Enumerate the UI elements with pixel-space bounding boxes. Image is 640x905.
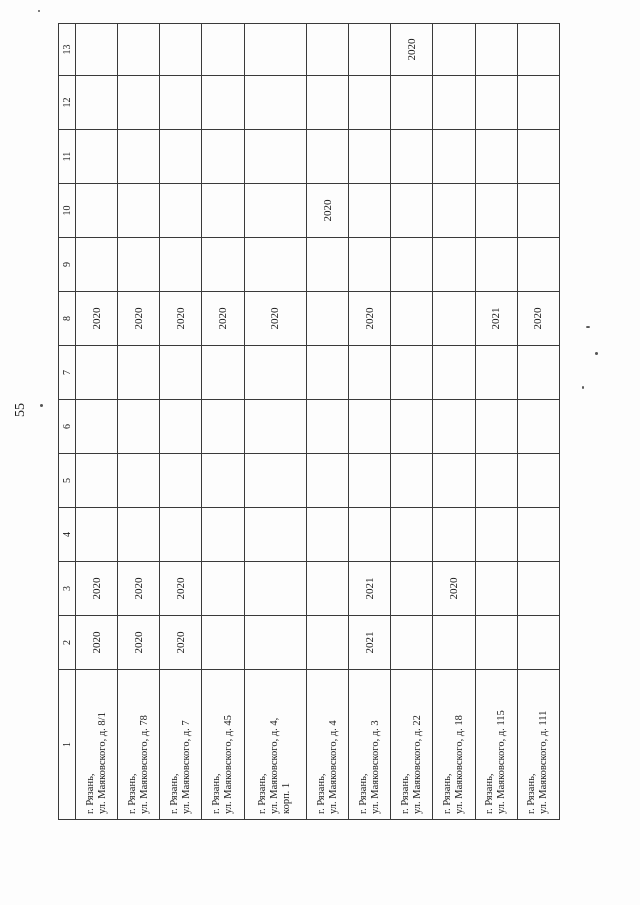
- address-line: ул. Маяковского, д. 7: [180, 720, 192, 814]
- year-cell: [391, 130, 433, 184]
- year-cell: [517, 346, 559, 400]
- year-cell: [517, 508, 559, 562]
- year-cell: 2020: [244, 292, 306, 346]
- table-row: [349, 24, 391, 820]
- year-cell: [517, 130, 559, 184]
- year-cell: 2021: [475, 292, 517, 346]
- year-cell: [118, 130, 160, 184]
- column-header-3: 3: [59, 562, 76, 616]
- year-cell: [391, 508, 433, 562]
- year-cell: [202, 400, 244, 454]
- address-line: г. Рязань,: [257, 773, 269, 814]
- year-cell: [307, 400, 349, 454]
- year-cell: [391, 238, 433, 292]
- address-line: ул. Маяковского, д. 3: [369, 720, 381, 814]
- column-header-4: 4: [59, 508, 76, 562]
- table-row: [160, 24, 202, 820]
- year-cell: [349, 454, 391, 508]
- address-cell: [118, 670, 160, 820]
- year-cell: 2020: [160, 562, 202, 616]
- year-cell: [517, 24, 559, 76]
- year-cell: [202, 238, 244, 292]
- address-cell: [517, 670, 559, 820]
- year-cell: [391, 184, 433, 238]
- column-header-7: 7: [59, 346, 76, 400]
- column-header-5: 5: [59, 454, 76, 508]
- year-cell: [391, 76, 433, 130]
- page-number: 55: [13, 403, 28, 417]
- year-cell: [244, 346, 306, 400]
- table-row: [517, 24, 559, 820]
- year-cell: [160, 184, 202, 238]
- scan-speck: [586, 326, 590, 328]
- address-line: г. Рязань,: [484, 773, 496, 814]
- year-cell: [433, 400, 475, 454]
- address-line: г. Рязань,: [442, 773, 454, 814]
- year-cell: 2020: [118, 616, 160, 670]
- address-cell: [202, 670, 244, 820]
- year-cell: [244, 184, 306, 238]
- year-cell: [475, 346, 517, 400]
- year-cell: [160, 24, 202, 76]
- year-cell: 2020: [118, 292, 160, 346]
- address-line: ул. Маяковского, д. 45: [223, 715, 235, 814]
- year-cell: [391, 400, 433, 454]
- year-cell: [160, 346, 202, 400]
- year-cell: 2020: [307, 184, 349, 238]
- table-row: [433, 24, 475, 820]
- year-cell: [391, 346, 433, 400]
- year-cell: [517, 238, 559, 292]
- year-cell: 2020: [160, 292, 202, 346]
- year-cell: [76, 508, 118, 562]
- year-cell: [349, 24, 391, 76]
- table-row: [307, 24, 349, 820]
- year-cell: [433, 508, 475, 562]
- year-cell: 2020: [349, 292, 391, 346]
- year-cell: [433, 292, 475, 346]
- year-cell: [202, 130, 244, 184]
- year-cell: [307, 508, 349, 562]
- column-number-row: [59, 24, 76, 820]
- year-cell: [433, 184, 475, 238]
- year-cell: [76, 454, 118, 508]
- address-cell: [391, 670, 433, 820]
- address-line: г. Рязань,: [315, 773, 327, 814]
- year-cell: [349, 346, 391, 400]
- column-header-6: 6: [59, 400, 76, 454]
- year-cell: [391, 454, 433, 508]
- table-wrapper: [58, 26, 560, 820]
- year-cell: [76, 184, 118, 238]
- year-cell: [433, 24, 475, 76]
- year-cell: 2020: [76, 292, 118, 346]
- address-line: ул. Маяковского, д. 111: [538, 710, 550, 814]
- column-header-2: 2: [59, 616, 76, 670]
- year-cell: [76, 400, 118, 454]
- year-cell: [391, 562, 433, 616]
- year-cell: [517, 616, 559, 670]
- year-cell: [118, 76, 160, 130]
- year-cell: [433, 76, 475, 130]
- column-header-12: 12: [59, 76, 76, 130]
- year-cell: [202, 454, 244, 508]
- year-cell: 2020: [433, 562, 475, 616]
- year-cell: [307, 346, 349, 400]
- year-cell: [517, 184, 559, 238]
- year-cell: [391, 292, 433, 346]
- address-line: г. Рязань,: [126, 773, 138, 814]
- year-cell: [76, 76, 118, 130]
- year-cell: [433, 130, 475, 184]
- address-cell: [475, 670, 517, 820]
- address-line: г. Рязань,: [168, 773, 180, 814]
- year-cell: [349, 184, 391, 238]
- year-cell: [475, 616, 517, 670]
- year-cell: [76, 346, 118, 400]
- year-cell: [202, 184, 244, 238]
- address-line: ул. Маяковского, д. 4,: [269, 717, 281, 814]
- year-cell: [118, 184, 160, 238]
- address-line: корп. 1: [281, 782, 293, 814]
- year-cell: [118, 508, 160, 562]
- year-cell: 2020: [391, 24, 433, 76]
- address-line: г. Рязань,: [526, 773, 538, 814]
- year-cell: 2021: [349, 616, 391, 670]
- year-cell: [517, 76, 559, 130]
- address-cell: [76, 670, 118, 820]
- year-cell: [244, 454, 306, 508]
- address-cell: [244, 670, 306, 820]
- column-header-1: 1: [59, 670, 76, 820]
- address-cell: [160, 670, 202, 820]
- year-cell: [202, 346, 244, 400]
- year-cell: [202, 562, 244, 616]
- year-cell: [244, 24, 306, 76]
- year-cell: [118, 454, 160, 508]
- year-cell: 2020: [160, 616, 202, 670]
- year-cell: [160, 238, 202, 292]
- year-cell: [349, 508, 391, 562]
- year-cell: [475, 184, 517, 238]
- year-cell: [475, 24, 517, 76]
- column-header-10: 10: [59, 184, 76, 238]
- year-cell: [349, 400, 391, 454]
- year-cell: [160, 400, 202, 454]
- year-cell: 2020: [76, 616, 118, 670]
- year-cell: [244, 238, 306, 292]
- year-cell: [433, 454, 475, 508]
- year-cell: [202, 616, 244, 670]
- address-line: г. Рязань,: [357, 773, 369, 814]
- year-cell: [307, 616, 349, 670]
- year-cell: [349, 238, 391, 292]
- address-line: г. Рязань,: [84, 773, 96, 814]
- year-cell: [118, 238, 160, 292]
- year-cell: 2020: [118, 562, 160, 616]
- year-cell: [433, 346, 475, 400]
- year-cell: [517, 562, 559, 616]
- year-cell: [160, 130, 202, 184]
- address-line: ул. Маяковского, д. 18: [454, 715, 466, 814]
- year-cell: [244, 508, 306, 562]
- table-row: [76, 24, 118, 820]
- year-cell: [349, 130, 391, 184]
- table-row: [391, 24, 433, 820]
- address-cell: [349, 670, 391, 820]
- scan-speck: [40, 404, 43, 407]
- column-header-13: 13: [59, 24, 76, 76]
- table-row: [244, 24, 306, 820]
- year-cell: [517, 400, 559, 454]
- address-line: ул. Маяковского, д. 22: [411, 715, 423, 814]
- year-cell: [307, 24, 349, 76]
- year-cell: [349, 76, 391, 130]
- scan-speck: [582, 386, 584, 389]
- year-cell: [244, 400, 306, 454]
- table-body: [76, 24, 560, 820]
- year-cell: 2021: [349, 562, 391, 616]
- address-line: г. Рязань,: [399, 773, 411, 814]
- year-cell: [433, 616, 475, 670]
- year-cell: [307, 454, 349, 508]
- table-row: [202, 24, 244, 820]
- address-line: ул. Маяковского, д. 4: [327, 720, 339, 814]
- scan-speck: [595, 352, 598, 355]
- year-cell: [475, 508, 517, 562]
- year-cell: [160, 76, 202, 130]
- year-cell: [202, 76, 244, 130]
- year-cell: [118, 400, 160, 454]
- year-cell: [202, 508, 244, 562]
- year-cell: [76, 130, 118, 184]
- year-cell: [76, 24, 118, 76]
- year-cell: [433, 238, 475, 292]
- address-line: ул. Маяковского, д. 78: [138, 715, 150, 814]
- table-row: [475, 24, 517, 820]
- column-header-9: 9: [59, 238, 76, 292]
- year-cell: 2020: [202, 292, 244, 346]
- address-line: г. Рязань,: [211, 773, 223, 814]
- year-cell: [160, 508, 202, 562]
- year-cell: [307, 292, 349, 346]
- scan-speck: [38, 10, 40, 12]
- year-cell: [160, 454, 202, 508]
- year-cell: [307, 76, 349, 130]
- schedule-table: [58, 23, 560, 820]
- year-cell: [202, 24, 244, 76]
- table-row: [118, 24, 160, 820]
- address-cell: [307, 670, 349, 820]
- address-cell: [433, 670, 475, 820]
- year-cell: [475, 454, 517, 508]
- address-line: ул. Маяковского, д. 115: [496, 710, 508, 814]
- column-header-8: 8: [59, 292, 76, 346]
- year-cell: [307, 238, 349, 292]
- year-cell: [475, 130, 517, 184]
- year-cell: [475, 238, 517, 292]
- year-cell: [244, 130, 306, 184]
- year-cell: [517, 454, 559, 508]
- table-header: [59, 24, 76, 820]
- year-cell: [307, 562, 349, 616]
- column-header-11: 11: [59, 130, 76, 184]
- year-cell: 2020: [76, 562, 118, 616]
- year-cell: [244, 562, 306, 616]
- year-cell: [475, 76, 517, 130]
- year-cell: [118, 346, 160, 400]
- address-line: ул. Маяковского, д. 8/1: [96, 712, 108, 814]
- year-cell: [475, 562, 517, 616]
- year-cell: [391, 616, 433, 670]
- year-cell: 2020: [517, 292, 559, 346]
- year-cell: [118, 24, 160, 76]
- year-cell: [307, 130, 349, 184]
- year-cell: [475, 400, 517, 454]
- year-cell: [244, 76, 306, 130]
- year-cell: [244, 616, 306, 670]
- year-cell: [76, 238, 118, 292]
